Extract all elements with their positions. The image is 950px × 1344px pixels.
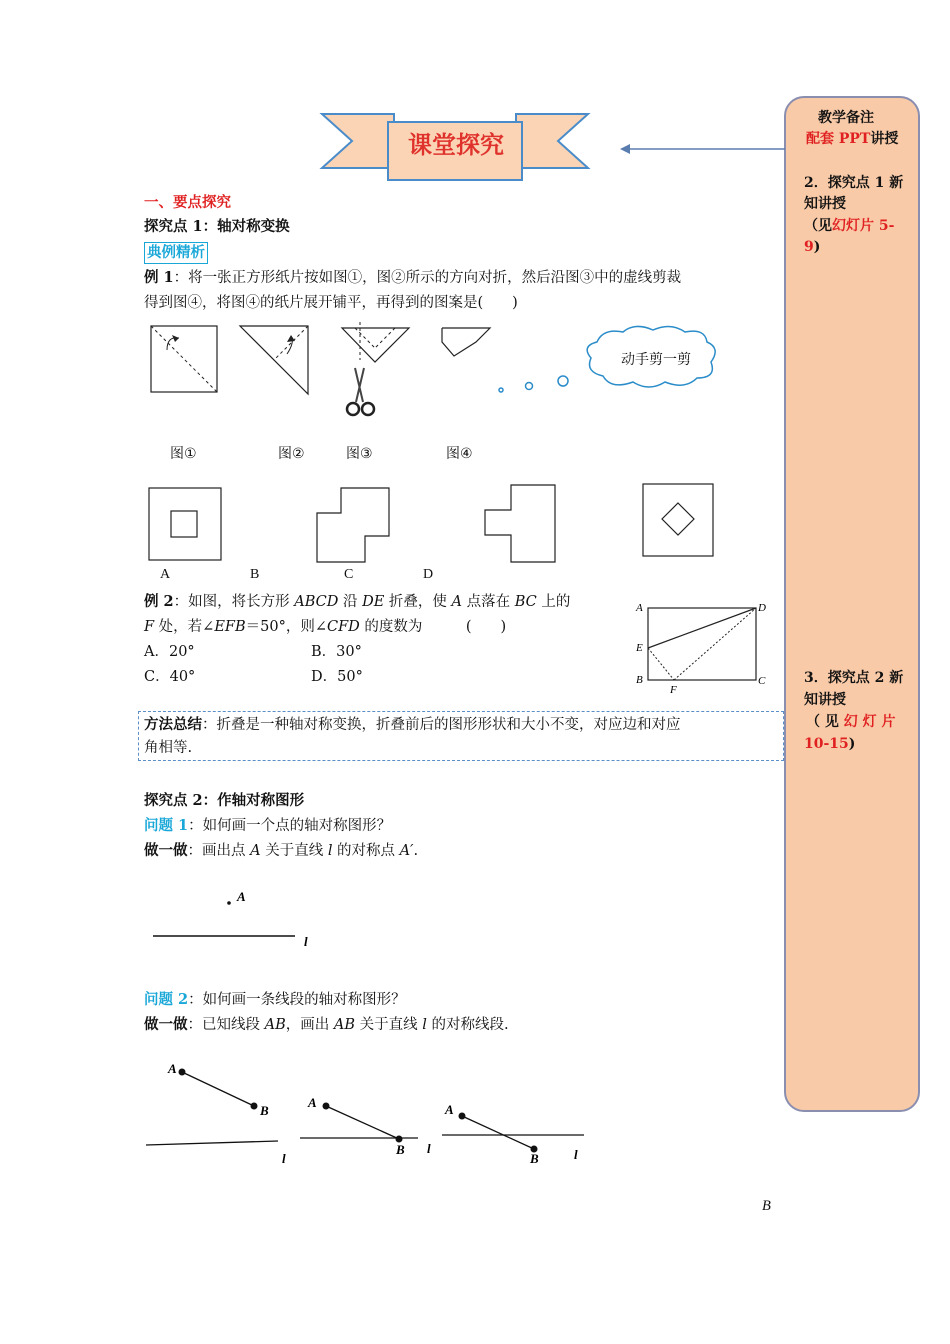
seg2-l: l	[427, 1141, 431, 1156]
do2-e: 关于直线	[355, 1017, 423, 1033]
method-line1	[144, 714, 681, 736]
segment-figure-3	[442, 1102, 584, 1166]
example1-line2: 得到图④，将图④的纸片展开铺平，再得到的图案是( )	[144, 295, 518, 311]
do1-label: 做一做	[144, 842, 188, 859]
figure-label-3: 图③	[346, 446, 373, 462]
fig-letter-b: B	[636, 674, 643, 686]
note3-line4	[804, 733, 855, 755]
segment-reflection-figures	[140, 1055, 590, 1175]
do-it-1	[144, 840, 418, 862]
choice-d: D．50°	[311, 669, 363, 685]
point1-heading	[144, 216, 290, 238]
do2-a: ：已知线段	[187, 1017, 265, 1033]
example1-text1: ：将一张正方形纸片按如图①，图②所示的方向对折，然后沿图③中的虚线剪裁	[173, 270, 682, 286]
note3-close: )	[848, 736, 856, 752]
figure-label-1: 图①	[170, 446, 197, 462]
e2-t11: 处，若∠	[154, 619, 215, 635]
figure-1-square	[151, 326, 217, 392]
option-a-figure	[149, 488, 221, 560]
rectangle-fold-figure	[632, 598, 774, 694]
pointer-arrow	[615, 140, 790, 160]
fig1-point-a: A	[237, 889, 246, 904]
do1-b: A	[250, 843, 261, 859]
option-b-label: B	[250, 567, 260, 582]
answer-options-figures	[145, 482, 725, 564]
e2-t10: F	[144, 619, 155, 635]
question1-label: 问题 1	[144, 817, 189, 834]
note3-line2: 知讲授	[804, 692, 846, 708]
note3-paren: （ 见	[806, 714, 839, 730]
e2-t3: 沿	[338, 594, 363, 610]
sidebar-lecture: 讲授	[870, 131, 899, 147]
figure-2-triangle	[240, 326, 308, 394]
seg1-a: A	[168, 1061, 177, 1076]
do2-label: 做一做	[144, 1016, 188, 1033]
note2-slide-end: 9	[804, 239, 814, 255]
e2-t5: 折叠，使	[384, 594, 452, 610]
figure-3-cut	[342, 322, 409, 362]
method-line2: 角相等.	[144, 740, 193, 756]
note3-slide-range: 10-15	[804, 736, 849, 752]
do1-a: ：画出点	[187, 843, 251, 859]
e2-t8: BC	[514, 594, 537, 610]
method-label: 方法总结	[144, 716, 202, 733]
note2-paren: （见	[804, 218, 832, 234]
note2-line3	[804, 215, 894, 237]
figure-label-2: 图②	[278, 446, 305, 462]
example2-label: 例 2	[144, 593, 174, 610]
note2-line4	[804, 236, 820, 258]
choice-b: B．30°	[311, 644, 362, 660]
choice-c: C．40°	[144, 669, 196, 685]
sidebar-subtitle	[806, 128, 898, 150]
do2-d: AB	[333, 1017, 355, 1033]
fig-letter-c: C	[758, 675, 766, 687]
fig-letter-f: F	[670, 684, 677, 694]
do1-c: 关于直线	[260, 843, 328, 859]
seg1-l: l	[282, 1151, 286, 1166]
sidebar-ppt: 配套 PPT	[806, 131, 871, 147]
question2-label: 问题 2	[144, 991, 189, 1008]
point2-label: 探究点 2	[144, 792, 203, 809]
e2-t7: 点落在	[462, 594, 515, 610]
point1-label: 探究点 1	[144, 218, 203, 235]
e2-t14: CFD	[327, 619, 360, 635]
do2-f: l	[422, 1017, 427, 1033]
point1-title: ：轴对称变换	[202, 218, 290, 235]
e2-t9: 上的	[536, 594, 571, 610]
banner-title: 课堂探究	[408, 131, 504, 159]
do1-d: l	[327, 843, 333, 859]
option-d-figure	[643, 484, 713, 556]
do1-g: .	[413, 843, 419, 859]
segment-figure-2	[300, 1095, 431, 1157]
figure-label-4: 图④	[446, 446, 473, 462]
option-c-label: C	[344, 567, 354, 582]
question2	[144, 989, 406, 1011]
do-it-2	[144, 1014, 509, 1036]
sidebar-title: 教学备注	[818, 110, 874, 126]
cloud-text: 动手剪一剪	[621, 352, 691, 368]
example2-line2	[144, 616, 506, 638]
do1-e: 的对称点	[332, 843, 400, 859]
e2-t6: A	[451, 594, 463, 610]
seg3-a: A	[445, 1102, 454, 1117]
do2-b: AB	[264, 1017, 286, 1033]
seg2-a: A	[308, 1095, 317, 1110]
seg2-b: B	[396, 1142, 405, 1157]
seg3-b: B	[530, 1151, 539, 1166]
example2-line1	[144, 591, 570, 613]
point-reflection-figure	[145, 885, 345, 955]
note3-line3	[806, 711, 896, 733]
question1	[144, 815, 391, 837]
figure-4-shape	[442, 328, 490, 356]
fig-letter-d: D	[758, 602, 766, 614]
option-c-figure	[485, 485, 555, 562]
note3-slides: 幻 灯 片	[843, 714, 896, 730]
seg3-l: l	[574, 1147, 578, 1162]
fig-letter-e: E	[636, 642, 643, 654]
e2-t15: 的度数为 ( )	[359, 619, 507, 635]
note3-line1: 3．探究点 2 新	[804, 670, 904, 686]
example-tag: 典例精析	[144, 242, 208, 264]
option-d-label: D	[423, 567, 434, 582]
e2-t12: EFB	[214, 619, 246, 635]
thought-dot-2	[526, 383, 533, 390]
point2-heading	[144, 790, 304, 812]
e2-t4: DE	[362, 594, 385, 610]
do2-g: 的对称线段.	[426, 1017, 509, 1033]
thought-dot-1	[499, 388, 503, 392]
fig-letter-a: A	[636, 602, 643, 614]
do1-f: A′	[399, 843, 414, 859]
note2-slides: 幻灯片 5-	[832, 218, 895, 234]
do2-c: ，画出	[285, 1017, 334, 1033]
choice-a: A．20°	[144, 644, 195, 660]
method-text1: ：折叠是一种轴对称变换，折叠前后的图形形状和大小不变，对应边和对应	[202, 717, 681, 733]
example1-line1	[144, 267, 681, 289]
option-b-figure	[317, 488, 389, 562]
scissors-icon	[347, 368, 374, 415]
fig1-line-l: l	[304, 934, 308, 949]
footer-mark: B	[762, 1198, 771, 1214]
section-heading: 一、要点探究	[144, 194, 231, 211]
e2-t1: ：如图，将长方形	[173, 594, 295, 610]
segment-figure-1	[146, 1061, 286, 1166]
note2-line2: 知讲授	[804, 196, 846, 212]
example1-label: 例 1	[144, 269, 174, 286]
e2-t2: ABCD	[294, 594, 339, 610]
question1-text: ：如何画一个点的轴对称图形？	[188, 818, 392, 834]
seg1-b: B	[260, 1103, 269, 1118]
note2-close: )	[813, 239, 821, 255]
option-a-label: A	[160, 567, 171, 582]
question2-text: ：如何画一条线段的轴对称图形？	[188, 992, 406, 1008]
thought-dot-3	[558, 376, 568, 386]
e2-t13: ＝50°，则∠	[245, 619, 327, 635]
note2-line1: 2．探究点 1 新	[804, 175, 904, 191]
folding-figures	[145, 320, 785, 430]
point2-title: ：作轴对称图形	[202, 792, 305, 809]
